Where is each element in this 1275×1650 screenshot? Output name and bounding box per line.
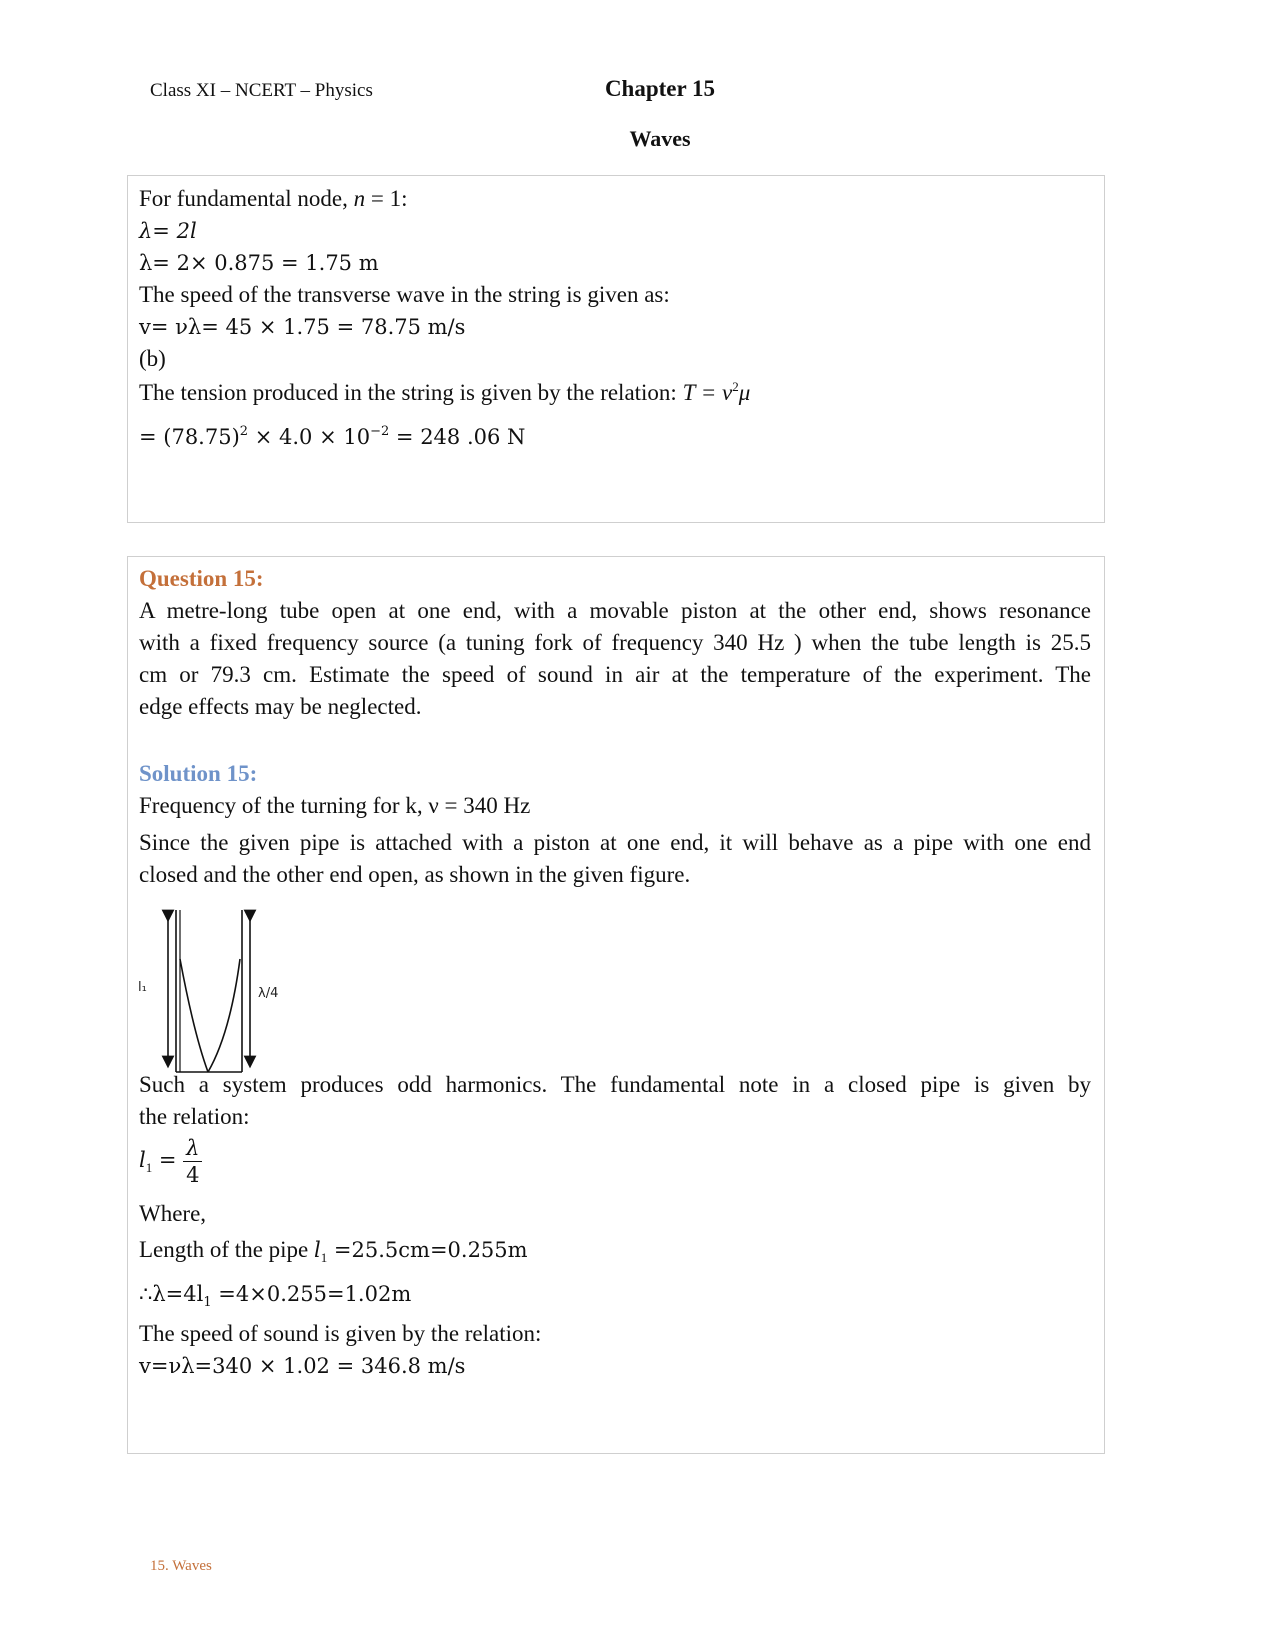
wavelength-result-line: $\therefore\lambda=4l_1 =4\times 0.255=1.02m$ [139,1282,412,1310]
solution-text-line: the relation: [139,1104,250,1129]
wavelength-equation: λ= 2l [139,219,197,243]
question-heading: Question 15: [139,566,264,591]
transverse-speed-text: The speed of the transverse wave in the string is given as: [139,282,670,307]
wave-curve-left [180,959,208,1072]
fundamental-length-equation: $l_1$ = $\frac{\lambda}{4}$ [139,1135,202,1188]
speed-relation-text: The speed of sound is given by the relation: [139,1321,542,1346]
transverse-speed-equation: v= νλ= 45 × 1.75 = 78.75 m/s [139,315,466,339]
closed-pipe-figure [138,904,298,1074]
tension-value-equation: = $(78.75)^2 \times 4.0 \times 10^{-2} = 248$ .06 N [139,424,526,449]
wave-curve-right [208,959,240,1072]
header-course: Class XI – NCERT – Physics [150,80,373,101]
solution-text-line: Such a system produces odd harmonics. The fundamental note in a closed pipe is given by [139,1072,1091,1097]
question-text-line: cm or 79.3 cm. Estimate the speed of sound in air at the temperature of the experiment. The [139,662,1091,687]
tension-relation-line: The tension produced in the string is given by the relation: $T = v^2\mu$ [139,379,751,405]
solution-heading: Solution 15: [139,761,258,786]
question-text-line: with a fixed frequency source (a tuning fork of frequency 340 Hz ) when the tube length is 25.5 [139,630,1091,655]
question-text-line: edge effects may be neglected. [139,694,422,719]
frequency-line: Frequency of the turning for k, ν = 340 Hz [139,793,531,818]
pipe-length-line: Length of the pipe $l_1 =25.5cm=0.255m$ [139,1237,528,1265]
answer-box-previous [127,175,1105,523]
chapter-title: Waves [629,126,691,151]
solution-text-line: Since the given pipe is attached with a piston at one end, it will behave as a pipe with one end [139,830,1091,855]
page-footer: 15. Waves [150,1558,212,1574]
fundamental-node-line: For fundamental node, n = 1: [139,186,408,211]
figure-label-lambda-quarter: λ/4 [258,986,279,1001]
part-b-label: (b) [139,346,166,371]
question-text-line: A metre-long tube open at one end, with a movable piston at the other end, shows resonance [139,598,1091,623]
chapter-heading: Chapter 15 [604,76,716,101]
wavelength-value-equation: λ= 2× 0.875 = 1.75 m [139,251,379,275]
solution-text-line: closed and the other end open, as shown in the given figure. [139,862,691,887]
speed-of-sound-equation: v=νλ=340 × 1.02 = 346.8 m/s [139,1354,466,1378]
where-label: Where, [139,1201,207,1226]
figure-label-l1: l₁ [138,980,147,995]
